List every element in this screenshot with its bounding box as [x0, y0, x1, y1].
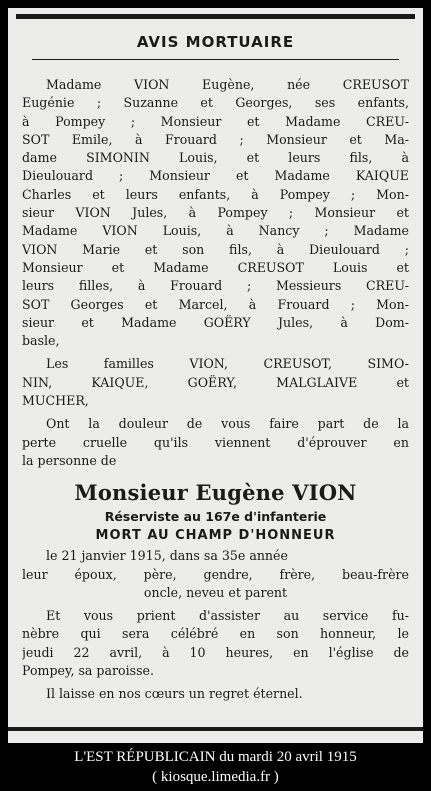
- text-line: Eugénie ; Suzanne et Georges, ses enfants,: [22, 95, 409, 111]
- text-line: Charles et leurs enfants, à Pompey ; Mon-: [22, 186, 409, 202]
- family-paragraph: [22, 76, 409, 350]
- heading-divider: [32, 59, 399, 60]
- text-line: Ont la douleur de vous faire part de la: [46, 416, 409, 432]
- caption-line-source: ( kiosque.limedia.fr ): [152, 769, 279, 785]
- text-line: NIN, KAIQUE, GOËRY, MALGLAIVE et: [22, 374, 409, 390]
- text-line: Et vous prient d'assister au service fu-: [46, 608, 409, 624]
- text-line: Pompey, sa paroisse.: [22, 663, 155, 679]
- text-line: Dieulouard ; Monsieur et Madame KAIQUE: [22, 168, 409, 184]
- text-line: Madame VION Eugène, née CREUSOT: [46, 77, 409, 92]
- text-line: leurs filles, à Frouard ; Messieurs CREU-: [22, 278, 409, 294]
- bottom-rule: [8, 727, 423, 731]
- date-paragraph: [22, 547, 409, 602]
- text-line: Monsieur et Madame CREUSOT Louis et: [22, 259, 409, 275]
- text-line: perte cruelle qu'ils viennent d'éprouver en: [22, 434, 409, 450]
- death-honor: MORT AU CHAMP D'HONNEUR: [95, 528, 336, 544]
- text-line: sieur et Madame GOËRY Jules, à Dom-: [22, 314, 409, 330]
- text-line: Les familles VION, CREUSOT, SIMO-: [46, 356, 409, 372]
- closing-paragraph: [22, 685, 409, 703]
- newspaper-clipping: [8, 8, 423, 743]
- service-paragraph: [22, 607, 409, 680]
- closing-line: Il laisse en nos cœurs un regret éternel.: [46, 686, 303, 702]
- text-line: le 21 janvier 1915, dans sa 35e année: [46, 548, 288, 564]
- text-line: basle,: [22, 333, 60, 349]
- text-line: sieur VION Jules, à Pompey ; Monsieur et: [22, 205, 409, 221]
- notice-heading: AVIS MORTUAIRE: [136, 33, 295, 51]
- text-line: VION Marie et son fils, à Dieulouard ;: [22, 241, 409, 257]
- text-line: leur époux, père, gendre, frère, beau-frère: [22, 566, 409, 582]
- text-line: dame SIMONIN Louis, et leurs fils, à: [22, 150, 409, 166]
- deceased-rank: Réserviste au 167e d'infanterie: [104, 509, 327, 525]
- text-line: Madame VION Louis, à Nancy ; Madame: [22, 223, 409, 239]
- text-line: SOT Georges et Marcel, à Frouard ; Mon-: [22, 296, 409, 312]
- text-line: jeudi 22 avril, à 10 heures, en l'église de: [22, 644, 409, 660]
- text-line: nèbre qui sera célébré en son honneur, le: [22, 626, 409, 642]
- sorrow-paragraph: [22, 415, 409, 470]
- text-line: MUCHER,: [22, 393, 89, 409]
- text-line: SOT Emile, à Frouard ; Monsieur et Ma-: [22, 131, 409, 147]
- families-paragraph: [22, 355, 409, 410]
- deceased-name: Monsieur Eugène VION: [74, 480, 357, 506]
- text-line: la personne de: [22, 452, 117, 468]
- top-rule: [16, 14, 415, 19]
- source-caption: [0, 747, 431, 787]
- text-line: oncle, neveu et parent: [143, 584, 288, 600]
- caption-line-newspaper: L'EST RÉPUBLICAIN du mardi 20 avril 1915: [74, 749, 357, 765]
- text-line: à Pompey ; Monsieur et Madame CREU-: [22, 113, 409, 129]
